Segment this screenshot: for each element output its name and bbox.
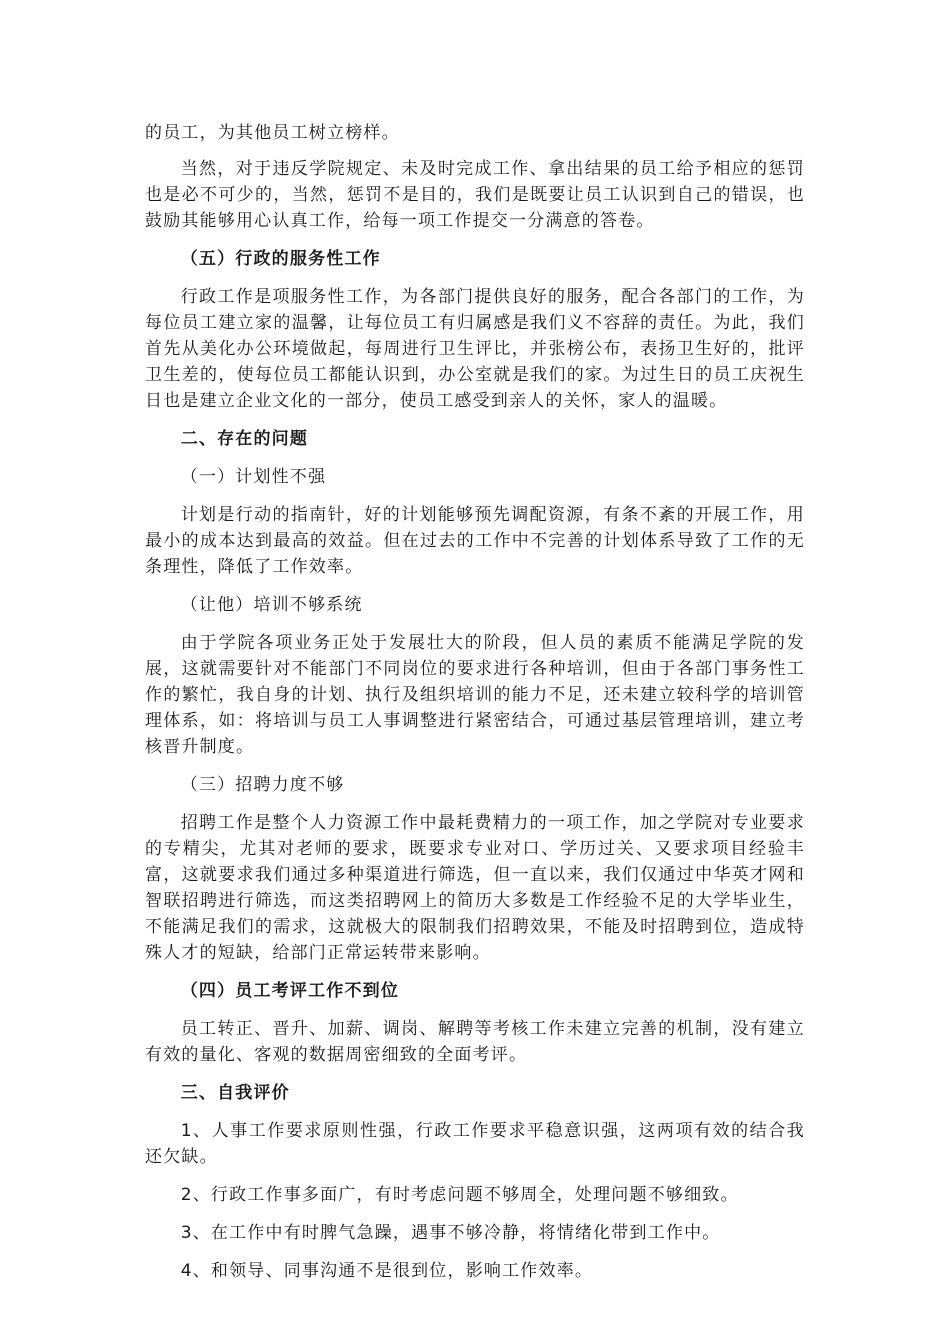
list-item-self-assessment-4: 4、和领导、同事沟通不是很到位，影响工作效率。 (180, 1261, 594, 1281)
paragraph-continuation: 的员工，为其他员工树立榜样。 (145, 123, 400, 143)
paragraph-evaluation: 员工转正、晋升、加薪、调岗、解聘等考核工作未建立完善的机制，没有建立有效的量化、客观的数据周密细致的全面考评。 (145, 1019, 805, 1065)
subheading-training: （让他）培训不够系统 (180, 595, 363, 615)
paragraph-admin-service: 行政工作是项服务性工作，为各部门提供良好的服务，配合各部门的工作，为每位员工建立家的温馨，让每位员工有归属感是我们义不容辞的责任。为此，我们首先从美化办公环境做起，每周进行卫生评比，并张榜公布，表扬卫生好的，批评卫生差的，使每位员工都能认识到，办公室就是我们的家。为过生日的员工庆祝生日也是建立企业文化的一部分，使员工感受到亲人的关怀，家人的温暖。 (145, 287, 805, 411)
paragraph-recruiting: 招聘工作是整个人力资源工作中最耗费精力的一项工作，加之学院对专业要求的专精尖，尤其对老师的要求，既要求专业对口、学历过关、又要求项目经验丰富，这就要求我们通过多种渠道进行筛选，但一直以来，我们仅通过中华英才网和智联招聘进行筛选，而这类招聘网上的简历大多数是工作经验不足的大学毕业生，不能满足我们的需求，这就极大的限制我们招聘效果，不能及时招聘到位，造成特殊人才的短缺，给部门正常运转带来影响。 (145, 813, 805, 963)
paragraph-penalty: 当然，对于违反学院规定、未及时完成工作、拿出结果的员工给予相应的惩罚也是必不可少的，当然，惩罚不是目的，我们是既要让员工认识到自己的错误，也鼓励其能够用心认真工作，给每一项工作提交一分满意的答卷。 (145, 159, 805, 231)
subheading-recruiting: （三）招聘力度不够 (180, 775, 345, 795)
subheading-planning: （一）计划性不强 (180, 467, 327, 487)
subheading-evaluation: （四）员工考评工作不到位 (180, 981, 400, 1001)
document-body (145, 120, 805, 1296)
list-item-self-assessment-2: 2、行政工作事多面广，有时考虑问题不够周全，处理问题不够细致。 (180, 1185, 739, 1205)
section-heading-self-assessment: 三、自我评价 (180, 1083, 290, 1103)
paragraph-planning: 计划是行动的指南针，好的计划能够预先调配资源，有条不紊的开展工作，用最小的成本达到最高的效益。但在过去的工作中不完善的计划体系导致了工作的无条理性，降低了工作效率。 (145, 505, 805, 577)
section-heading-problems: 二、存在的问题 (180, 429, 309, 449)
paragraph-training: 由于学院各项业务正处于发展壮大的阶段，但人员的素质不能满足学院的发展，这就需要针对不能部门不同岗位的要求进行各种培训，但由于各部门事务性工作的繁忙，我自身的计划、执行及组织培训的能力不足，还未建立较科学的培训管理体系，如：将培训与员工人事调整进行紧密结合，可通过基层管理培训，建立考核晋升制度。 (145, 633, 805, 757)
list-item-self-assessment-3: 3、在工作中有时脾气急躁，遇事不够冷静，将情绪化带到工作中。 (180, 1223, 721, 1243)
list-item-self-assessment-1: 1、人事工作要求原则性强，行政工作要求平稳意识强，这两项有效的结合我还欠缺。 (145, 1121, 805, 1167)
section-heading-admin-service: （五）行政的服务性工作 (180, 249, 381, 269)
